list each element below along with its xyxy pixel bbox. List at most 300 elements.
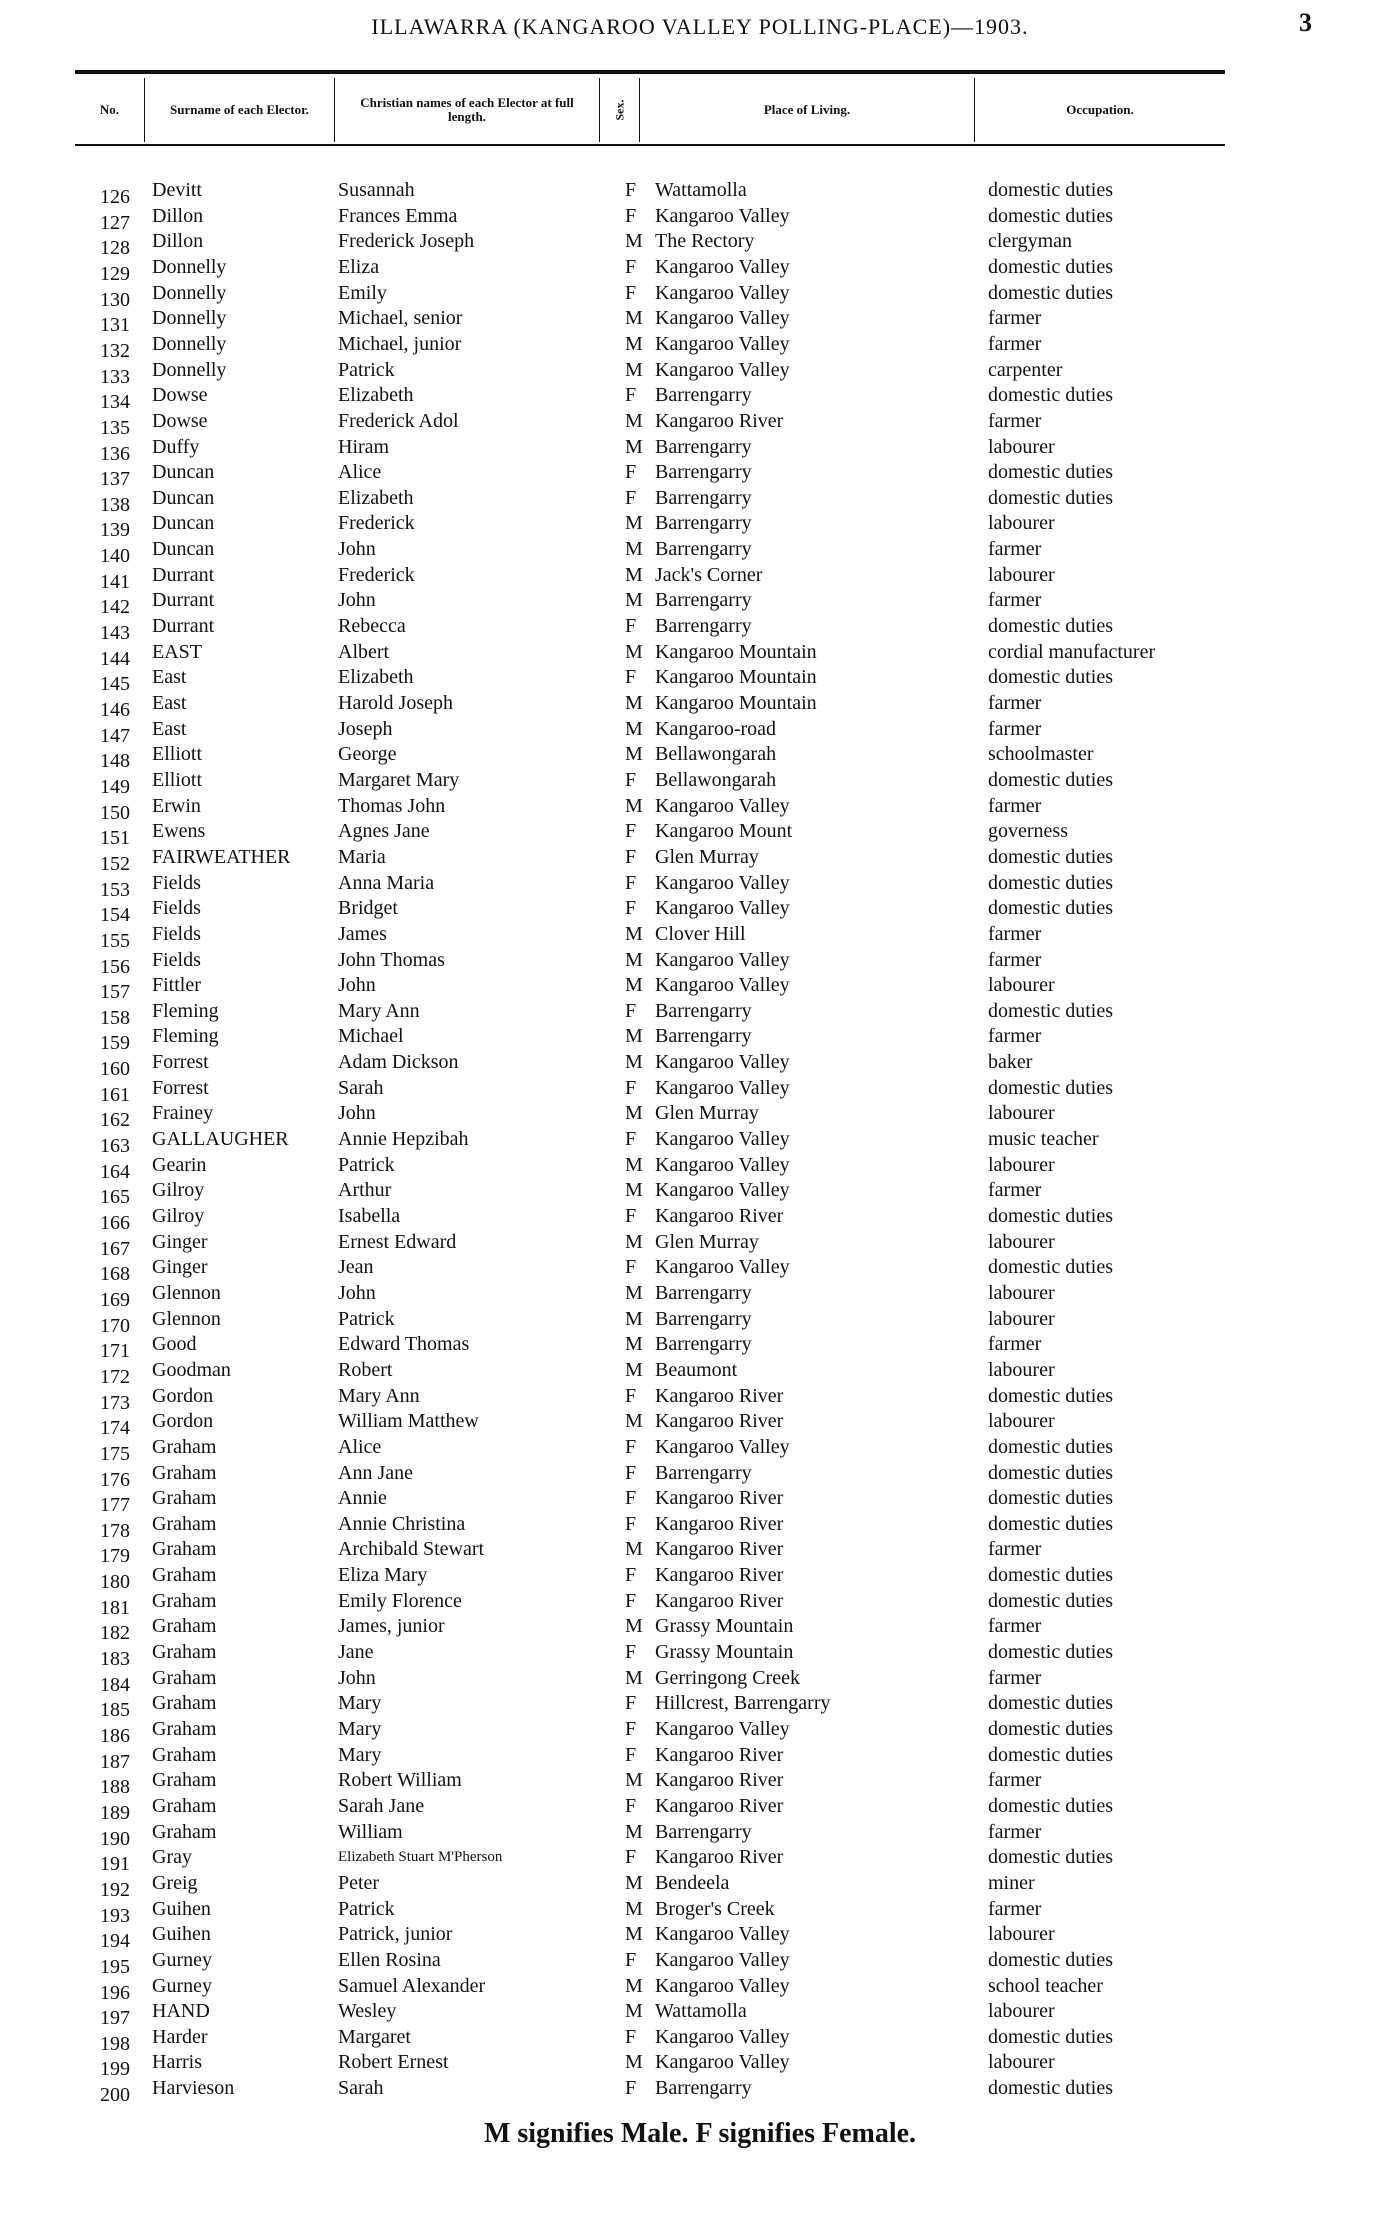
elector-sex: M: [625, 1051, 643, 1073]
elector-surname: Graham: [152, 1692, 217, 1714]
elector-christian-names: Elizabeth: [338, 487, 414, 509]
elector-occupation: domestic duties: [988, 872, 1113, 894]
elector-christian-names: Patrick, junior: [338, 1923, 453, 1945]
elector-surname: Graham: [152, 1462, 217, 1484]
elector-occupation: domestic duties: [988, 1692, 1113, 1714]
elector-occupation: miner: [988, 1872, 1035, 1894]
elector-row: [0, 332, 1382, 362]
elector-surname: Erwin: [152, 795, 201, 817]
elector-sex: M: [625, 1769, 643, 1791]
elector-number: 134: [100, 391, 130, 413]
elector-surname: Fields: [152, 897, 201, 919]
elector-place-of-living: Glen Murray: [655, 846, 759, 868]
elector-christian-names: Frederick: [338, 564, 415, 586]
elector-sex: M: [625, 1179, 643, 1201]
elector-place-of-living: Kangaroo Valley: [655, 1256, 790, 1278]
elector-christian-names: Mary Ann: [338, 1385, 420, 1407]
elector-sex: F: [625, 897, 637, 919]
elector-christian-names: Elizabeth: [338, 384, 414, 406]
elector-occupation: farmer: [988, 949, 1042, 971]
elector-place-of-living: Barrengarry: [655, 1308, 752, 1330]
elector-occupation: farmer: [988, 333, 1042, 355]
elector-surname: Graham: [152, 1436, 217, 1458]
elector-row: [0, 1512, 1382, 1542]
elector-sex: F: [625, 1718, 637, 1740]
elector-surname: Durrant: [152, 589, 215, 611]
elector-sex: M: [625, 1667, 643, 1689]
elector-row: [0, 1640, 1382, 1670]
elector-sex: M: [625, 1359, 643, 1381]
elector-sex: M: [625, 1872, 643, 1894]
elector-christian-names: Hiram: [338, 436, 390, 458]
elector-sex: F: [625, 1205, 637, 1227]
elector-christian-names: John: [338, 589, 376, 611]
elector-occupation: farmer: [988, 1898, 1042, 1920]
elector-place-of-living: Kangaroo River: [655, 410, 784, 432]
elector-place-of-living: Kangaroo River: [655, 1385, 784, 1407]
elector-sex: M: [625, 743, 643, 765]
elector-surname: Gearin: [152, 1154, 207, 1176]
elector-number: 183: [100, 1648, 130, 1670]
elector-occupation: farmer: [988, 795, 1042, 817]
elector-christian-names: Annie Hepzibah: [338, 1128, 469, 1150]
elector-sex: M: [625, 1231, 643, 1253]
elector-christian-names: John: [338, 1102, 376, 1124]
elector-occupation: domestic duties: [988, 1487, 1113, 1509]
elector-christian-names: Alice: [338, 1436, 382, 1458]
elector-row: [0, 640, 1382, 670]
elector-surname: EAST: [152, 641, 202, 663]
elector-christian-names: Frederick Adol: [338, 410, 459, 432]
elector-number: 139: [100, 519, 130, 541]
page-title: ILLAWARRA (KANGAROO VALLEY POLLING-PLACE)—1903.: [371, 14, 1029, 39]
elector-row: [0, 358, 1382, 388]
elector-sex: M: [625, 1102, 643, 1124]
elector-row: [0, 1230, 1382, 1260]
elector-number: 163: [100, 1135, 130, 1157]
elector-number: 196: [100, 1982, 130, 2004]
elector-number: 153: [100, 879, 130, 901]
elector-row: [0, 1204, 1382, 1234]
elector-row: [0, 1691, 1382, 1721]
elector-surname: Ginger: [152, 1256, 208, 1278]
elector-sex: F: [625, 1128, 637, 1150]
elector-row: [0, 1409, 1382, 1439]
elector-surname: Gordon: [152, 1385, 214, 1407]
elector-occupation: domestic duties: [988, 1205, 1113, 1227]
elector-number: 193: [100, 1905, 130, 1927]
elector-number: 146: [100, 699, 130, 721]
elector-surname: Graham: [152, 1718, 217, 1740]
elector-sex: M: [625, 410, 643, 432]
elector-row: [0, 1974, 1382, 2004]
elector-surname: Fields: [152, 923, 201, 945]
elector-row: [0, 486, 1382, 516]
elector-number: 197: [100, 2007, 130, 2029]
elector-christian-names: Sarah: [338, 2077, 384, 2099]
elector-place-of-living: Kangaroo Valley: [655, 205, 790, 227]
elector-occupation: farmer: [988, 1769, 1042, 1791]
elector-occupation: labourer: [988, 1923, 1055, 1945]
elector-occupation: domestic duties: [988, 1462, 1113, 1484]
elector-occupation: schoolmaster: [988, 743, 1094, 765]
elector-row: [0, 1358, 1382, 1388]
elector-christian-names: Frances Emma: [338, 205, 458, 227]
elector-sex: M: [625, 718, 643, 740]
elector-christian-names: Patrick: [338, 1898, 395, 1920]
elector-sex: M: [625, 974, 643, 996]
elector-number: 159: [100, 1032, 130, 1054]
elector-sex: M: [625, 692, 643, 714]
elector-surname: Donnelly: [152, 256, 227, 278]
elector-christian-names: Edward Thomas: [338, 1333, 470, 1355]
elector-occupation: domestic duties: [988, 1256, 1113, 1278]
elector-number: 127: [100, 212, 130, 234]
elector-christian-names: Maria: [338, 846, 386, 868]
elector-row: [0, 999, 1382, 1029]
elector-place-of-living: Kangaroo Valley: [655, 949, 790, 971]
elector-occupation: labourer: [988, 1410, 1055, 1432]
header-top-rule: [75, 70, 1225, 74]
elector-christian-names: Mary: [338, 1744, 382, 1766]
elector-place-of-living: Kangaroo Valley: [655, 1179, 790, 1201]
elector-number: 167: [100, 1238, 130, 1260]
elector-row: [0, 2076, 1382, 2106]
elector-surname: Gordon: [152, 1410, 214, 1432]
elector-occupation: domestic duties: [988, 1949, 1113, 1971]
elector-occupation: domestic duties: [988, 2077, 1113, 2099]
elector-surname: Fields: [152, 872, 201, 894]
elector-sex: M: [625, 923, 643, 945]
elector-sex: M: [625, 2000, 643, 2022]
elector-number: 152: [100, 853, 130, 875]
elector-sex: F: [625, 769, 637, 791]
elector-place-of-living: Barrengarry: [655, 1333, 752, 1355]
elector-sex: F: [625, 205, 637, 227]
elector-surname: Ewens: [152, 820, 206, 842]
elector-christian-names: Ann Jane: [338, 1462, 413, 1484]
elector-place-of-living: Barrengarry: [655, 1282, 752, 1304]
elector-number: 149: [100, 776, 130, 798]
elector-surname: Dillon: [152, 230, 204, 252]
elector-place-of-living: Barrengarry: [655, 1821, 752, 1843]
elector-place-of-living: Barrengarry: [655, 1462, 752, 1484]
elector-sex: F: [625, 461, 637, 483]
elector-occupation: farmer: [988, 1025, 1042, 1047]
elector-row: [0, 717, 1382, 747]
elector-place-of-living: Kangaroo Valley: [655, 1923, 790, 1945]
elector-surname: Graham: [152, 1744, 217, 1766]
elector-christian-names: John Thomas: [338, 949, 445, 971]
page-number: 3: [1299, 8, 1312, 37]
elector-sex: F: [625, 1564, 637, 1586]
elector-row: [0, 435, 1382, 465]
elector-place-of-living: Kangaroo Valley: [655, 282, 790, 304]
elector-surname: Duncan: [152, 538, 215, 560]
elector-surname: Elliott: [152, 769, 202, 791]
elector-place-of-living: Kangaroo Valley: [655, 1154, 790, 1176]
elector-sex: F: [625, 1641, 637, 1663]
elector-sex: M: [625, 333, 643, 355]
column-header-place-of-living: Place of Living.: [640, 78, 975, 142]
elector-number: 173: [100, 1392, 130, 1414]
elector-place-of-living: Kangaroo Valley: [655, 1975, 790, 1997]
elector-place-of-living: Kangaroo River: [655, 1538, 784, 1560]
elector-surname: Fleming: [152, 1025, 219, 1047]
elector-surname: Goodman: [152, 1359, 231, 1381]
elector-occupation: domestic duties: [988, 1564, 1113, 1586]
elector-number: 200: [100, 2084, 130, 2106]
elector-sex: M: [625, 795, 643, 817]
elector-number: 181: [100, 1597, 130, 1619]
elector-number: 140: [100, 545, 130, 567]
elector-occupation: baker: [988, 1051, 1033, 1073]
elector-row: [0, 1589, 1382, 1619]
elector-row: [0, 383, 1382, 413]
elector-sex: M: [625, 564, 643, 586]
elector-surname: Gilroy: [152, 1179, 205, 1201]
elector-christian-names: George: [338, 743, 397, 765]
elector-row: [0, 922, 1382, 952]
elector-occupation: labourer: [988, 1154, 1055, 1176]
elector-sex: M: [625, 1898, 643, 1920]
elector-number: 133: [100, 366, 130, 388]
elector-place-of-living: Barrengarry: [655, 384, 752, 406]
elector-surname: Guihen: [152, 1923, 211, 1945]
elector-place-of-living: Barrengarry: [655, 436, 752, 458]
elector-christian-names: Jean: [338, 1256, 374, 1278]
elector-surname: Gilroy: [152, 1205, 205, 1227]
elector-christian-names: Adam Dickson: [338, 1051, 459, 1073]
elector-sex: M: [625, 1615, 643, 1637]
elector-number: 164: [100, 1161, 130, 1183]
elector-occupation: school teacher: [988, 1975, 1103, 1997]
elector-number: 131: [100, 314, 130, 336]
elector-occupation: farmer: [988, 923, 1042, 945]
elector-number: 135: [100, 417, 130, 439]
elector-christian-names: Samuel Alexander: [338, 1975, 486, 1997]
elector-sex: M: [625, 589, 643, 611]
elector-christian-names: John: [338, 974, 376, 996]
elector-surname: Good: [152, 1333, 197, 1355]
elector-christian-names: John: [338, 1667, 376, 1689]
elector-surname: GALLAUGHER: [152, 1128, 289, 1150]
elector-surname: Gurney: [152, 1975, 212, 1997]
elector-christian-names: Agnes Jane: [338, 820, 430, 842]
elector-surname: Ginger: [152, 1231, 208, 1253]
elector-number: 143: [100, 622, 130, 644]
elector-sex: M: [625, 359, 643, 381]
elector-row: [0, 1717, 1382, 1747]
elector-sex: M: [625, 1333, 643, 1355]
elector-surname: Graham: [152, 1795, 217, 1817]
elector-row: [0, 1384, 1382, 1414]
elector-occupation: domestic duties: [988, 1590, 1113, 1612]
elector-occupation: labourer: [988, 1359, 1055, 1381]
elector-occupation: cordial manufacturer: [988, 641, 1156, 663]
elector-sex: F: [625, 1513, 637, 1535]
elector-row: [0, 563, 1382, 593]
elector-christian-names: Thomas John: [338, 795, 446, 817]
elector-christian-names: John: [338, 1282, 376, 1304]
elector-place-of-living: Glen Murray: [655, 1102, 759, 1124]
elector-place-of-living: Bendeela: [655, 1872, 730, 1894]
elector-occupation: farmer: [988, 1538, 1042, 1560]
elector-occupation: labourer: [988, 2051, 1055, 2073]
elector-surname: Duncan: [152, 461, 215, 483]
elector-christian-names: Frederick Joseph: [338, 230, 475, 252]
elector-place-of-living: Kangaroo Valley: [655, 1128, 790, 1150]
elector-row: [0, 2050, 1382, 2080]
elector-row: [0, 460, 1382, 490]
elector-occupation: domestic duties: [988, 179, 1113, 201]
elector-place-of-living: Kangaroo Valley: [655, 1436, 790, 1458]
elector-surname: Graham: [152, 1538, 217, 1560]
elector-row: [0, 665, 1382, 695]
elector-row: [0, 511, 1382, 541]
elector-surname: Harder: [152, 2026, 208, 2048]
elector-surname: Guihen: [152, 1898, 211, 1920]
elector-surname: Greig: [152, 1872, 198, 1894]
elector-surname: East: [152, 692, 187, 714]
elector-surname: Graham: [152, 1487, 217, 1509]
elector-place-of-living: Kangaroo River: [655, 1564, 784, 1586]
elector-number: 144: [100, 648, 130, 670]
elector-row: [0, 1845, 1382, 1875]
elector-surname: Glennon: [152, 1282, 221, 1304]
elector-sex: F: [625, 1795, 637, 1817]
elector-christian-names: Margaret: [338, 2026, 411, 2048]
elector-surname: Graham: [152, 1641, 217, 1663]
elector-number: 172: [100, 1366, 130, 1388]
elector-occupation: domestic duties: [988, 2026, 1113, 2048]
elector-place-of-living: Kangaroo Valley: [655, 1051, 790, 1073]
elector-row: [0, 1922, 1382, 1952]
elector-row: [0, 1281, 1382, 1311]
elector-place-of-living: Kangaroo Valley: [655, 897, 790, 919]
elector-christian-names: Joseph: [338, 718, 393, 740]
elector-number: 192: [100, 1879, 130, 1901]
elector-surname: Gurney: [152, 1949, 212, 1971]
elector-place-of-living: Kangaroo River: [655, 1410, 784, 1432]
elector-row: [0, 1486, 1382, 1516]
elector-number: 162: [100, 1109, 130, 1131]
elector-occupation: domestic duties: [988, 846, 1113, 868]
elector-row: [0, 1768, 1382, 1798]
elector-place-of-living: Kangaroo River: [655, 1513, 784, 1535]
elector-row: [0, 409, 1382, 439]
elector-sex: M: [625, 2051, 643, 2073]
elector-row: [0, 281, 1382, 311]
elector-christian-names: William: [338, 1821, 403, 1843]
elector-number: 154: [100, 904, 130, 926]
elector-sex: F: [625, 2026, 637, 2048]
elector-sex: F: [625, 1590, 637, 1612]
elector-christian-names: Michael: [338, 1025, 404, 1047]
elector-number: 184: [100, 1674, 130, 1696]
elector-number: 129: [100, 263, 130, 285]
elector-occupation: domestic duties: [988, 897, 1113, 919]
elector-number: 176: [100, 1469, 130, 1491]
elector-surname: Harris: [152, 2051, 202, 2073]
elector-number: 198: [100, 2033, 130, 2055]
elector-row: [0, 1076, 1382, 1106]
sex-legend: M signifies Male. F signifies Female.: [483, 2118, 917, 2149]
elector-number: 128: [100, 237, 130, 259]
elector-place-of-living: Barrengarry: [655, 1000, 752, 1022]
elector-surname: Donnelly: [152, 307, 227, 329]
elector-occupation: farmer: [988, 410, 1042, 432]
elector-occupation: domestic duties: [988, 1846, 1113, 1868]
elector-number: 188: [100, 1776, 130, 1798]
column-header-surname: Surname of each Elector.: [145, 78, 335, 142]
elector-sex: F: [625, 1487, 637, 1509]
elector-number: 147: [100, 725, 130, 747]
elector-surname: Graham: [152, 1667, 217, 1689]
column-header-occupation: Occupation.: [1066, 102, 1134, 117]
elector-row: [0, 1666, 1382, 1696]
elector-sex: M: [625, 436, 643, 458]
elector-sex: M: [625, 949, 643, 971]
elector-number: 189: [100, 1802, 130, 1824]
elector-place-of-living: Kangaroo Valley: [655, 1077, 790, 1099]
elector-christian-names: Eliza Mary: [338, 1564, 428, 1586]
elector-christian-names: Peter: [338, 1872, 380, 1894]
elector-sex: M: [625, 641, 643, 663]
elector-christian-names: Mary Ann: [338, 1000, 420, 1022]
elector-sex: F: [625, 846, 637, 868]
elector-occupation: domestic duties: [988, 666, 1113, 688]
elector-number: 165: [100, 1186, 130, 1208]
elector-row: [0, 588, 1382, 618]
elector-christian-names: Arthur: [338, 1179, 392, 1201]
elector-row: [0, 1614, 1382, 1644]
elector-row: [0, 1820, 1382, 1850]
elector-christian-names: Margaret Mary: [338, 769, 460, 791]
elector-sex: M: [625, 1282, 643, 1304]
column-header-row: [75, 78, 1225, 142]
elector-row: [0, 896, 1382, 926]
elector-christian-names: Isabella: [338, 1205, 401, 1227]
elector-row: [0, 1178, 1382, 1208]
elector-christian-names: Mary: [338, 1718, 382, 1740]
elector-place-of-living: Kangaroo Valley: [655, 333, 790, 355]
elector-surname: Elliott: [152, 743, 202, 765]
column-header-christian-names: Christian names of each Elector at full length.: [335, 78, 600, 142]
elector-christian-names: Rebecca: [338, 615, 406, 637]
elector-christian-names: Robert William: [338, 1769, 462, 1791]
elector-number: 171: [100, 1340, 130, 1362]
elector-number: 148: [100, 750, 130, 772]
elector-christian-names: Ernest Edward: [338, 1231, 457, 1253]
elector-sex: F: [625, 487, 637, 509]
elector-surname: Devitt: [152, 179, 202, 201]
elector-number: 160: [100, 1058, 130, 1080]
elector-sex: F: [625, 1949, 637, 1971]
elector-sex: M: [625, 1975, 643, 1997]
elector-number: 158: [100, 1007, 130, 1029]
elector-number: 169: [100, 1289, 130, 1311]
elector-place-of-living: Broger's Creek: [655, 1898, 775, 1920]
elector-sex: F: [625, 1744, 637, 1766]
elector-surname: Donnelly: [152, 359, 227, 381]
elector-sex: F: [625, 872, 637, 894]
elector-number: 180: [100, 1571, 130, 1593]
elector-number: 168: [100, 1263, 130, 1285]
elector-christian-names: Ellen Rosina: [338, 1949, 441, 1971]
elector-row: [0, 1153, 1382, 1183]
elector-christian-names: William Matthew: [338, 1410, 479, 1432]
